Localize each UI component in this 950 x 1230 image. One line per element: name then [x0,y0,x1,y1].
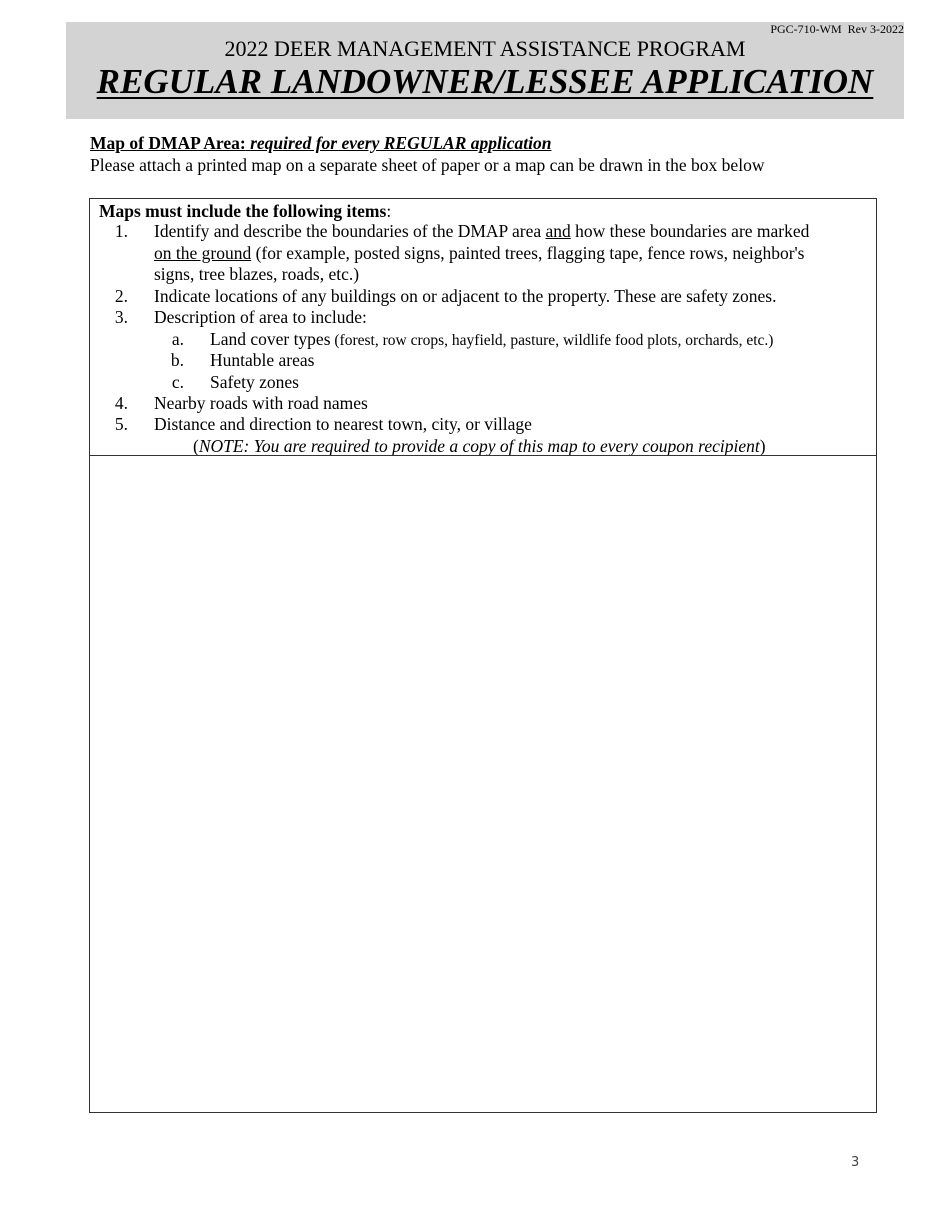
sub-item-text: Safety zones [210,372,299,392]
item-number: 3. [114,307,128,327]
item-text: (for example, posted signs, painted trees, flagging tape, fence rows, neighbor's [251,242,805,263]
sub-item-detail: (forest, row crops, hayfield, pasture, wildlife food plots, orchards, etc.) [330,332,774,349]
map-note [193,435,766,457]
requirements-title-colon: : [386,201,392,221]
item-text: how these boundaries are marked [570,221,810,241]
item-text-emphasis: and [545,221,571,241]
note-text: NOTE: You are required to provide a copy of this map to every coupon recipient [198,436,760,456]
item-text-emphasis: on the ground [154,242,252,263]
sub-item-letter: a. [171,329,184,349]
map-section-heading [90,132,551,154]
item-number: 2. [114,286,128,306]
note-open-paren: ( [193,436,199,456]
item-line [154,243,805,265]
sub-item-letter: b. [170,350,184,370]
program-title: 2022 DEER MANAGEMENT ASSISTANCE PROGRAM [224,36,746,61]
sub-item-line [210,329,773,352]
item-number: 1. [114,221,128,241]
requirements-title [99,200,391,222]
form-header [66,22,904,119]
item-number: 5. [114,414,128,434]
requirements-box [89,198,877,456]
item-text: Nearby roads with road names [154,393,368,413]
sub-item-text: Land cover types [210,329,331,349]
item-line: signs, tree blazes, roads, etc.) [154,264,360,284]
item-line [154,221,809,243]
map-heading-label: Map of DMAP Area: [90,133,246,153]
note-close-paren: ) [759,436,766,456]
map-instruction: Please attach a printed map on a separate sheet of paper or a map can be drawn in the box below [90,155,765,175]
item-text: Identify and describe the boundaries of the DMAP area [154,221,546,241]
map-drawing-area[interactable] [89,455,877,1113]
requirements-title-text: Maps must include the following items [99,201,387,221]
item-text: Description of area to include: [154,307,367,327]
sub-item-text: Huntable areas [210,350,315,370]
item-text: Distance and direction to nearest town, city, or village [154,414,532,434]
page-number: 3 [851,1155,860,1170]
sub-item-letter: c. [171,372,184,392]
item-number: 4. [114,393,128,413]
map-heading-requirement: required for every REGULAR application [250,133,552,153]
application-title: REGULAR LANDOWNER/LESSEE APPLICATION [96,62,874,101]
item-text: Indicate locations of any buildings on or adjacent to the property. These are safety zones. [154,286,777,306]
form-code: PGC-710-WM Rev 3-2022 [770,22,904,36]
